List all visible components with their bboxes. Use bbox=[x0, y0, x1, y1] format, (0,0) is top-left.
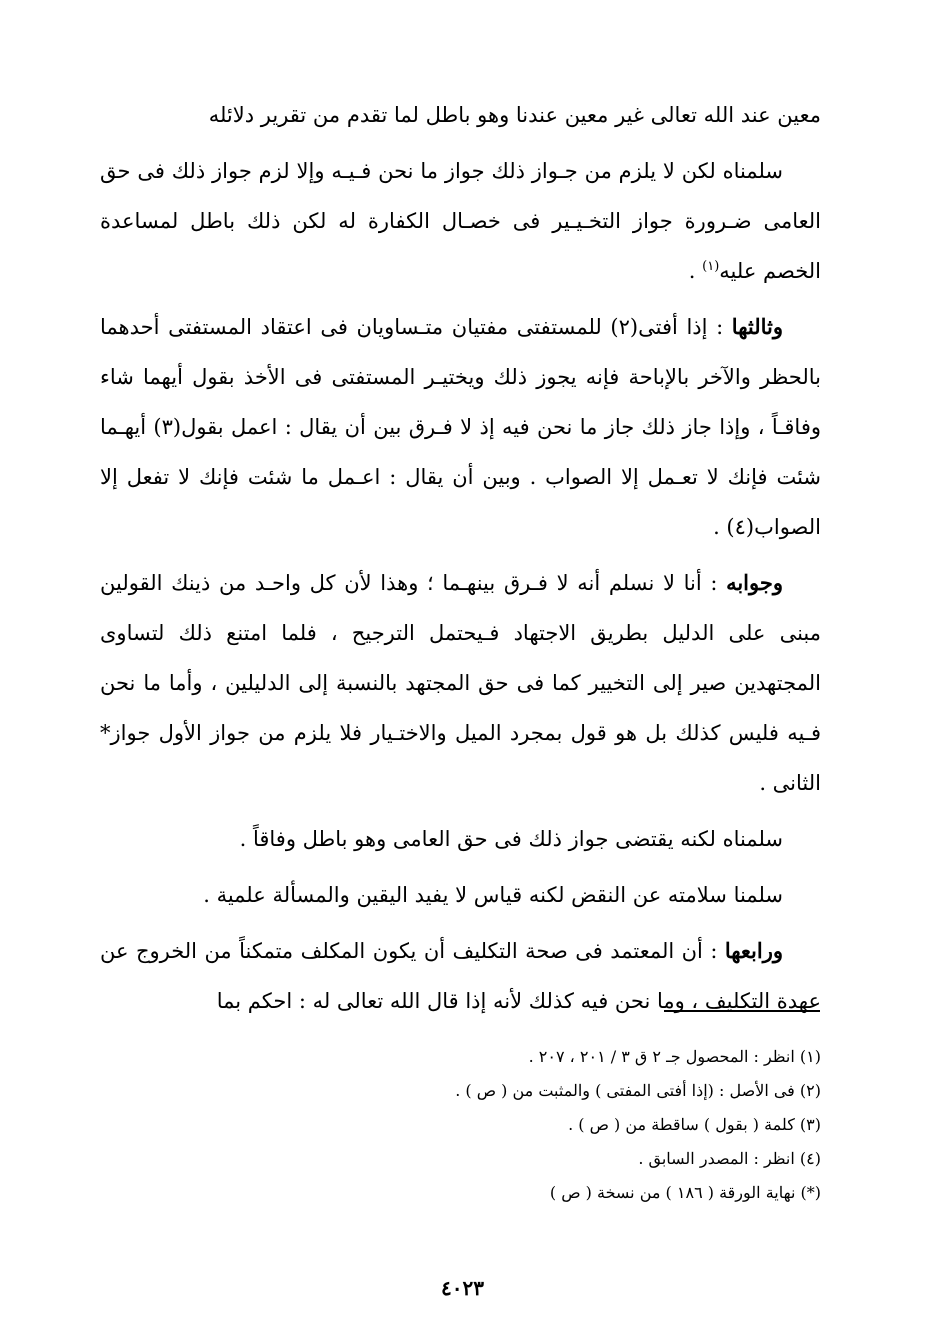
main-text bbox=[100, 90, 821, 1032]
paragraph-lead: ورابعها bbox=[724, 938, 783, 963]
footnote-2: (٢) فى الأصل : (إذا أفتى المفتى ) والمثبت من ( ص ) . bbox=[455, 1081, 821, 1100]
footnote-divider bbox=[664, 1010, 820, 1012]
paragraph-3 bbox=[100, 302, 821, 552]
footnotes bbox=[100, 1040, 821, 1210]
paragraph-text: : إذا أفتى(٢) للمستفتى مفتيان متـساويان فى اعتقاد المستفتى أحدهما بالحظر والآخر بالإباحة فإنه يجوز ذلك ويختيـر المستفتى فى الأخذ بقول أيهما شاء وفاقـاً ، وإذا جاز ذلك جاز ما نحن فيه إذ لا فـرق بين أن يقال : اعمل بقول(٣) أيهـما شئت فإنك لا تعـمل إلا الصواب . وبين أن يقال : اعـمل ما شئت فإنك لا تفعل إلا الصواب(٤) . bbox=[100, 315, 822, 539]
paragraph-text: سلمناه لكنه يقتضى جواز ذلك فى حق العامى وهو باطل وفاقاً . bbox=[239, 827, 783, 851]
page-number: ٤٠٢٣ bbox=[441, 1276, 484, 1300]
paragraph-text: : أن المعتمد فى صحة التكليف أن يكون المكلف متمكناً من الخروج عن عهدة التكليف ، وما نحن فيه كذلك لأنه إذا قال الله تعالى له : احكم بما bbox=[100, 939, 821, 1013]
footnote-marker: (١) bbox=[702, 259, 720, 274]
paragraph-text: سلمناه لكن لا يلزم من جـواز ذلك جواز ما نحن فـيـه وإلا لزم جواز ذلك فى حق العامى ضـرورة جواز التخـيـير فى خصـال الكفارة له لكن ذلك باطل لمساعدة الخصم عليه bbox=[100, 159, 821, 283]
footnote-4: (٤) انظر : المصدر السابق . bbox=[638, 1149, 821, 1168]
paragraph-lead: وجوابه bbox=[726, 570, 783, 595]
paragraph-text: : أنا لا نسلم أنه لا فـرق بينهـما ؛ وهذا لأن كل واحـد من ذينك القولين مبنى على الدليل بطريق الاجتهاد فـيحتمل الترجيح ، فلما امتنع ذلك لتساوى المجتهدين صير إلى التخيير كما فى حق المجتهد بالنسبة إلى الدليلين ، وأما ما نحن فـيه فليس كذلك بل هو قول بمجرد الميل والاختـيار فلا يلزم من جواز الأول جواز* الثانى . bbox=[100, 571, 821, 795]
footnote-5: (*) نهاية الورقة ( ١٨٦ ) من نسخة ( ص ) bbox=[549, 1183, 821, 1202]
footnote-3: (٣) كلمة ( بقول ) ساقطة من ( ص ) . bbox=[568, 1115, 821, 1134]
paragraph-6 bbox=[100, 870, 821, 920]
paragraph-tail: . bbox=[688, 259, 703, 283]
paragraph-text: معين عند الله تعالى غير معين عندنا وهو باطل لما تقدم من تقرير دلائله bbox=[208, 103, 821, 127]
paragraph-text: سلمنا سلامته عن النقض لكنه قياس لا يفيد اليقين والمسألة علمية . bbox=[203, 883, 783, 907]
paragraph-2 bbox=[100, 146, 821, 296]
paragraph-4 bbox=[100, 558, 821, 808]
paragraph-5 bbox=[100, 814, 821, 864]
footnote-1: (١) انظر : المحصول جـ ٢ ق ٣ / ٢٠١ ، ٢٠٧ . bbox=[528, 1047, 821, 1066]
paragraph-1 bbox=[100, 90, 821, 140]
paragraph-lead: وثالثها bbox=[731, 314, 783, 339]
